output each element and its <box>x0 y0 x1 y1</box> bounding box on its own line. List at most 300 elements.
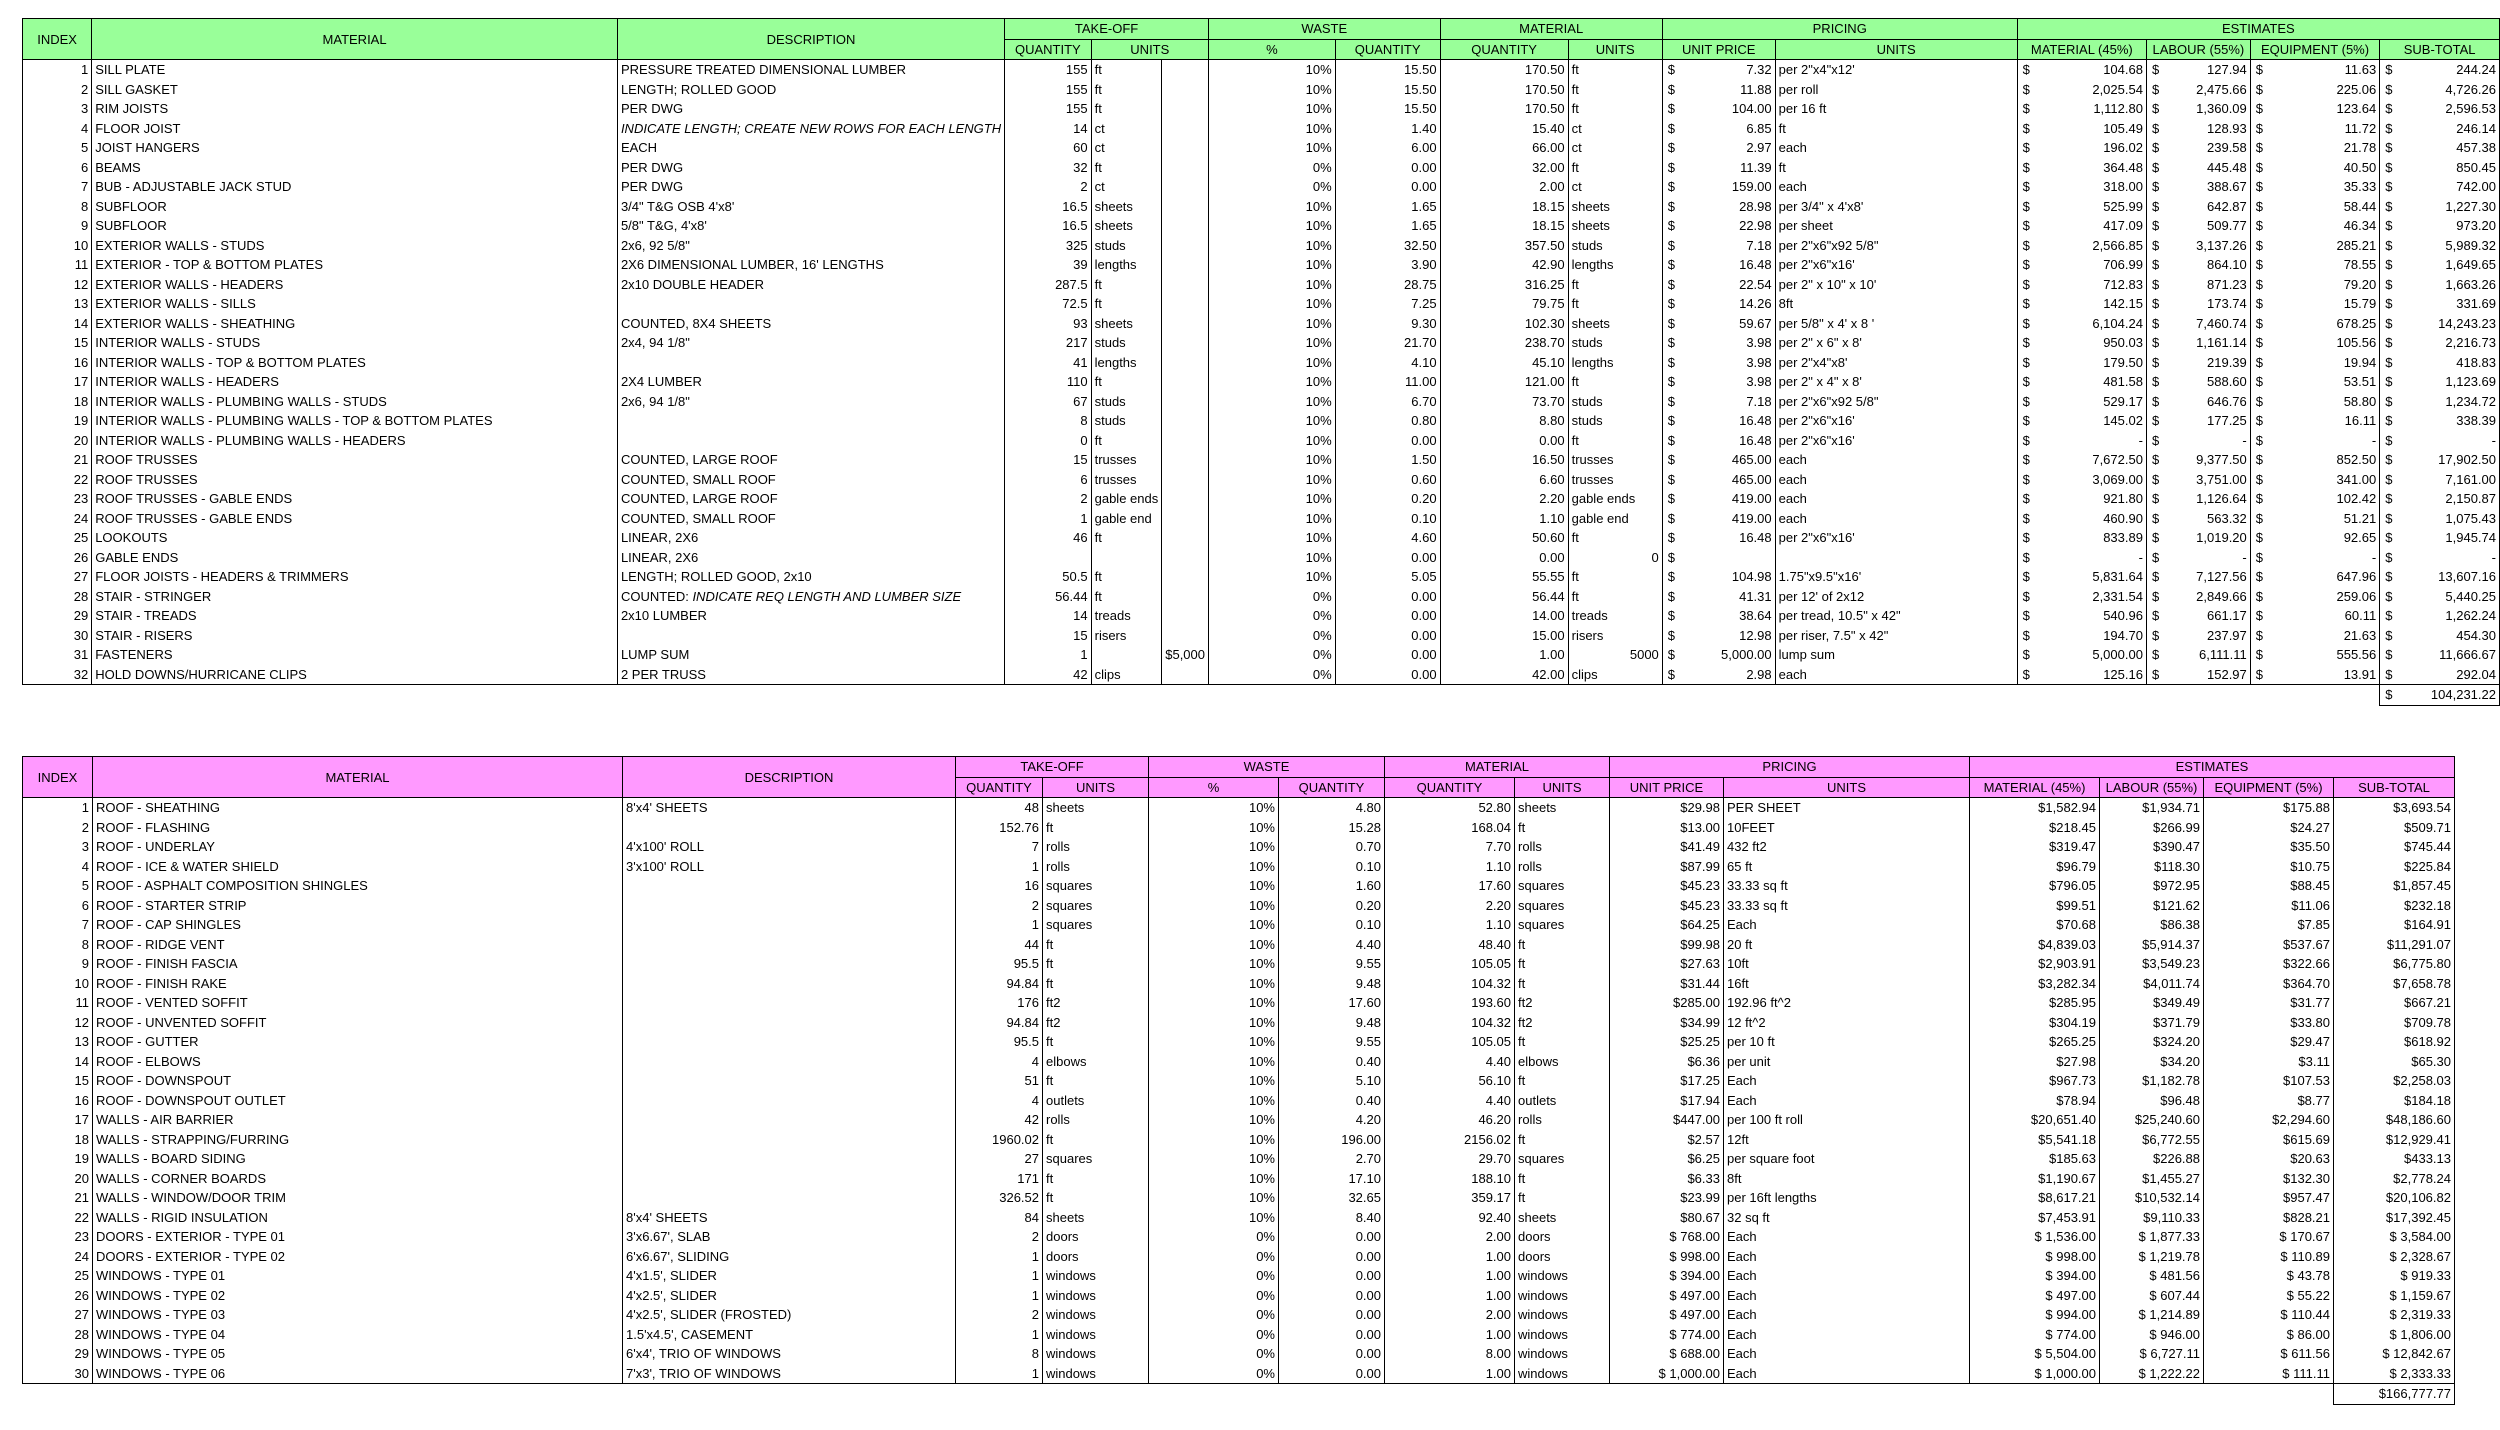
header-estimates: ESTIMATES <box>2017 19 2499 40</box>
cell-labour-55: $86.38 <box>2100 915 2204 935</box>
cell-waste-percent: 10% <box>1149 857 1279 877</box>
cell-material-45: $ 105.49 <box>2017 119 2146 139</box>
cell-equipment-5: $11.06 <box>2204 896 2334 916</box>
cell-material-quantity: 1.00 <box>1440 645 1568 665</box>
cell-labour-55: $25,240.60 <box>2100 1110 2204 1130</box>
cell-index: 22 <box>23 1208 93 1228</box>
cell-pricing-units: Each <box>1724 1364 1970 1384</box>
cell-labour-55: $390.47 <box>2100 837 2204 857</box>
cell-pricing-units: each <box>1775 489 2017 509</box>
cell-index: 5 <box>23 138 92 158</box>
table-row <box>23 1266 2455 1286</box>
cell-description: 4'x2.5', SLIDER <box>623 1286 956 1306</box>
cell-equipment-5: $ 13.91 <box>2250 665 2379 685</box>
cell-units: sheets <box>1043 1208 1149 1228</box>
cell-pricing-units: Each <box>1724 1286 1970 1306</box>
cell-material-units: risers <box>1568 626 1662 646</box>
cell-labour-55: $1,455.27 <box>2100 1169 2204 1189</box>
cell-material-quantity: 1.00 <box>1385 1364 1515 1384</box>
table-row <box>23 1110 2455 1130</box>
cell-equipment-5: $ 259.06 <box>2250 587 2379 607</box>
cell-material-quantity: 316.25 <box>1440 275 1568 295</box>
cell-pricing-units: Each <box>1724 915 1970 935</box>
cell-pricing-units: per 100 ft roll <box>1724 1110 1970 1130</box>
cell-quantity: 46 <box>1005 528 1092 548</box>
cell-material: WINDOWS - TYPE 03 <box>93 1305 623 1325</box>
cell-equipment-5: $ 58.80 <box>2250 392 2379 412</box>
cell-labour-55: $9,110.33 <box>2100 1208 2204 1228</box>
cell-equipment-5: $24.27 <box>2204 818 2334 838</box>
cell-index: 19 <box>23 1149 93 1169</box>
cell-units: gable end <box>1091 509 1162 529</box>
cell-waste-quantity: 0.10 <box>1279 857 1385 877</box>
cell-pricing-units: 8ft <box>1775 294 2017 314</box>
cell-units: risers <box>1091 626 1162 646</box>
cell-description <box>617 411 1004 431</box>
cell-description: 3'x6.67', SLAB <box>623 1227 956 1247</box>
cell-pricing-units: 33.33 sq ft <box>1724 896 1970 916</box>
cell-quantity: 41 <box>1005 353 1092 373</box>
cell-units <box>1091 645 1162 665</box>
cell-labour-55: $ 2,849.66 <box>2146 587 2250 607</box>
cell-equipment-5: $ 611.56 <box>2204 1344 2334 1364</box>
cell-labour-55: $ 219.39 <box>2146 353 2250 373</box>
cell-waste-quantity: 0.80 <box>1335 411 1440 431</box>
cell-units: doors <box>1043 1227 1149 1247</box>
cell-units: windows <box>1043 1286 1149 1306</box>
cell-material: ROOF - ELBOWS <box>93 1052 623 1072</box>
cell-waste-quantity: 32.65 <box>1279 1188 1385 1208</box>
cell-unit-price: $6.25 <box>1610 1149 1724 1169</box>
cell-lump <box>1162 353 1209 373</box>
cell-units: rolls <box>1043 857 1149 877</box>
cell-waste-percent: 10% <box>1209 138 1336 158</box>
cell-unit-price: $ <box>1662 548 1775 568</box>
subheader-units: UNITS <box>1043 777 1149 798</box>
cell-units: trusses <box>1091 450 1162 470</box>
cell-index: 1 <box>23 60 92 80</box>
cell-material-units: gable ends <box>1568 489 1662 509</box>
table-row <box>23 837 2455 857</box>
cell-material-units: outlets <box>1515 1091 1610 1111</box>
cell-waste-quantity: 0.00 <box>1335 548 1440 568</box>
cell-labour-55: $ 2,475.66 <box>2146 80 2250 100</box>
cell-material-quantity: 104.32 <box>1385 1013 1515 1033</box>
cell-description: 2 PER TRUSS <box>617 665 1004 685</box>
cell-description: 4'x100' ROLL <box>623 837 956 857</box>
cell-material-units: clips <box>1568 665 1662 685</box>
cell-quantity: 1960.02 <box>956 1130 1043 1150</box>
cell-waste-percent: 0% <box>1149 1286 1279 1306</box>
cell-waste-quantity: 4.10 <box>1335 353 1440 373</box>
cell-subtotal: $ 418.83 <box>2380 353 2500 373</box>
cell-unit-price: $ 11.88 <box>1662 80 1775 100</box>
cell-index: 3 <box>23 837 93 857</box>
cell-material-quantity: 56.44 <box>1440 587 1568 607</box>
cell-waste-quantity: 4.20 <box>1279 1110 1385 1130</box>
cell-description: 2x4, 94 1/8" <box>617 333 1004 353</box>
cell-quantity: 48 <box>956 798 1043 818</box>
cell-index: 30 <box>23 626 92 646</box>
cell-labour-55: $ 3,751.00 <box>2146 470 2250 490</box>
cell-waste-quantity: 0.60 <box>1335 470 1440 490</box>
cell-waste-percent: 10% <box>1149 837 1279 857</box>
cell-labour-55: $ 1,360.09 <box>2146 99 2250 119</box>
cell-units: ft <box>1091 158 1162 178</box>
cell-pricing-units: 12 ft^2 <box>1724 1013 1970 1033</box>
table-row <box>23 392 2500 412</box>
cell-equipment-5: $ 111.11 <box>2204 1364 2334 1384</box>
cell-unit-price: $ 465.00 <box>1662 470 1775 490</box>
cell-description: 8'x4' SHEETS <box>623 1208 956 1228</box>
cell-waste-percent: 0% <box>1149 1325 1279 1345</box>
cell-equipment-5: $ 110.89 <box>2204 1247 2334 1267</box>
cell-material-45: $1,582.94 <box>1970 798 2100 818</box>
cell-unit-price: $2.57 <box>1610 1130 1724 1150</box>
cell-waste-quantity: 0.00 <box>1335 158 1440 178</box>
cell-units: ft <box>1091 60 1162 80</box>
cell-waste-percent: 0% <box>1209 626 1336 646</box>
cell-equipment-5: $ 60.11 <box>2250 606 2379 626</box>
cell-waste-percent: 0% <box>1149 1305 1279 1325</box>
cell-material-45: $ 6,104.24 <box>2017 314 2146 334</box>
cell-description: COUNTED, LARGE ROOF <box>617 450 1004 470</box>
cell-units: doors <box>1043 1247 1149 1267</box>
cell-index: 13 <box>23 1032 93 1052</box>
cell-quantity: 1 <box>1005 645 1092 665</box>
cell-waste-percent: 10% <box>1149 1110 1279 1130</box>
cell-units: windows <box>1043 1266 1149 1286</box>
cell-lump <box>1162 411 1209 431</box>
cell-pricing-units: per 2" x 10" x 10' <box>1775 275 2017 295</box>
cell-index: 16 <box>23 1091 93 1111</box>
cell-description: 3'x100' ROLL <box>623 857 956 877</box>
cell-description: 7'x3', TRIO OF WINDOWS <box>623 1364 956 1384</box>
cell-material-45: $185.63 <box>1970 1149 2100 1169</box>
cell-pricing-units: each <box>1775 138 2017 158</box>
table-row <box>23 99 2500 119</box>
table-row <box>23 645 2500 665</box>
cell-lump <box>1162 60 1209 80</box>
header-material-group: MATERIAL <box>1385 757 1610 778</box>
cell-material-quantity: 121.00 <box>1440 372 1568 392</box>
cell-waste-percent: 0% <box>1149 1266 1279 1286</box>
cell-index: 4 <box>23 857 93 877</box>
cell-material: INTERIOR WALLS - PLUMBING WALLS - STUDS <box>92 392 618 412</box>
cell-subtotal: $ 919.33 <box>2334 1266 2455 1286</box>
cell-unit-price: $17.94 <box>1610 1091 1724 1111</box>
cell-waste-quantity: 4.80 <box>1279 798 1385 818</box>
cell-subtotal: $709.78 <box>2334 1013 2455 1033</box>
cell-material-45: $ 481.58 <box>2017 372 2146 392</box>
cell-unit-price: $45.23 <box>1610 896 1724 916</box>
cell-index: 28 <box>23 1325 93 1345</box>
cell-waste-quantity: 9.48 <box>1279 974 1385 994</box>
cell-material: ROOF - RIDGE VENT <box>93 935 623 955</box>
cell-labour-55: $ 1,877.33 <box>2100 1227 2204 1247</box>
cell-material-quantity: 8.00 <box>1385 1344 1515 1364</box>
cell-material-45: $ 950.03 <box>2017 333 2146 353</box>
cell-description: PER DWG <box>617 158 1004 178</box>
cell-lump <box>1162 138 1209 158</box>
cell-labour-55: $4,011.74 <box>2100 974 2204 994</box>
cell-material-quantity: 170.50 <box>1440 80 1568 100</box>
cell-index: 29 <box>23 606 92 626</box>
cell-pricing-units: per 2"x6"x16' <box>1775 431 2017 451</box>
cell-subtotal: $ 2,216.73 <box>2380 333 2500 353</box>
cell-waste-percent: 10% <box>1149 974 1279 994</box>
cell-material-units: ft2 <box>1515 1013 1610 1033</box>
cell-waste-quantity: 15.50 <box>1335 99 1440 119</box>
cell-material-quantity: 66.00 <box>1440 138 1568 158</box>
header-waste: WASTE <box>1149 757 1385 778</box>
cell-pricing-units: Each <box>1724 1071 1970 1091</box>
cell-material: ROOF TRUSSES - GABLE ENDS <box>92 509 618 529</box>
cell-material-45: $78.94 <box>1970 1091 2100 1111</box>
cell-subtotal: $ 1,806.00 <box>2334 1325 2455 1345</box>
cell-lump <box>1162 177 1209 197</box>
cell-subtotal: $ 1,262.24 <box>2380 606 2500 626</box>
cell-unit-price: $ 104.98 <box>1662 567 1775 587</box>
cell-index: 21 <box>23 1188 93 1208</box>
cell-material: ROOF - DOWNSPOUT OUTLET <box>93 1091 623 1111</box>
cell-description <box>623 1188 956 1208</box>
cell-index: 11 <box>23 255 92 275</box>
cell-waste-percent: 10% <box>1149 798 1279 818</box>
cell-material-quantity: 16.50 <box>1440 450 1568 470</box>
cell-material: JOIST HANGERS <box>92 138 618 158</box>
cell-index: 18 <box>23 392 92 412</box>
table-row <box>23 80 2500 100</box>
cell-subtotal: $ 5,440.25 <box>2380 587 2500 607</box>
cell-waste-percent: 10% <box>1149 1149 1279 1169</box>
cell-material-45: $5,541.18 <box>1970 1130 2100 1150</box>
table-row <box>23 119 2500 139</box>
cell-equipment-5: $20.63 <box>2204 1149 2334 1169</box>
cell-subtotal: $6,775.80 <box>2334 954 2455 974</box>
cell-labour-55: $ 239.58 <box>2146 138 2250 158</box>
cell-description <box>623 1071 956 1091</box>
cell-subtotal: $17,392.45 <box>2334 1208 2455 1228</box>
cell-material-units: trusses <box>1568 470 1662 490</box>
subheader-percent: % <box>1149 777 1279 798</box>
cell-subtotal: $ - <box>2380 431 2500 451</box>
table-row <box>23 567 2500 587</box>
cell-waste-percent: 0% <box>1209 606 1336 626</box>
cell-material: WALLS - WINDOW/DOOR TRIM <box>93 1188 623 1208</box>
cell-index: 25 <box>23 528 92 548</box>
cell-description: COUNTED, SMALL ROOF <box>617 509 1004 529</box>
cell-units: windows <box>1043 1344 1149 1364</box>
cell-subtotal: $ 4,726.26 <box>2380 80 2500 100</box>
table-row <box>23 158 2500 178</box>
cell-description: 2x10 LUMBER <box>617 606 1004 626</box>
cell-subtotal: $ 2,333.33 <box>2334 1364 2455 1384</box>
cell-units: studs <box>1091 411 1162 431</box>
cell-waste-percent: 10% <box>1209 333 1336 353</box>
cell-material-quantity: 4.40 <box>1385 1091 1515 1111</box>
cell-units: trusses <box>1091 470 1162 490</box>
cell-material-45: $ 5,831.64 <box>2017 567 2146 587</box>
cell-material-45: $ - <box>2017 431 2146 451</box>
cell-units: windows <box>1043 1325 1149 1345</box>
cell-subtotal: $ 12,842.67 <box>2334 1344 2455 1364</box>
table-row <box>23 216 2500 236</box>
cell-material: BUB - ADJUSTABLE JACK STUD <box>92 177 618 197</box>
cell-equipment-5: $ 35.33 <box>2250 177 2379 197</box>
cell-description: LENGTH; ROLLED GOOD, 2x10 <box>617 567 1004 587</box>
cell-material-45: $ 1,000.00 <box>1970 1364 2100 1384</box>
cell-material-quantity: 18.15 <box>1440 216 1568 236</box>
cell-waste-percent: 10% <box>1209 431 1336 451</box>
cell-quantity: 6 <box>1005 470 1092 490</box>
cell-waste-percent: 10% <box>1149 1052 1279 1072</box>
cell-material-units: studs <box>1568 333 1662 353</box>
cell-lump <box>1162 528 1209 548</box>
cell-material-quantity: 15.00 <box>1440 626 1568 646</box>
cell-material-45: $ 460.90 <box>2017 509 2146 529</box>
cell-subtotal: $ 454.30 <box>2380 626 2500 646</box>
cell-material-quantity: 2.20 <box>1385 896 1515 916</box>
table-row <box>23 954 2455 974</box>
cell-description: COUNTED: INDICATE REQ LENGTH AND LUMBER SIZE <box>617 587 1004 607</box>
cell-material-45: $796.05 <box>1970 876 2100 896</box>
cell-waste-quantity: 4.60 <box>1335 528 1440 548</box>
table-row <box>23 236 2500 256</box>
cell-subtotal: $ 742.00 <box>2380 177 2500 197</box>
cell-lump <box>1162 548 1209 568</box>
cell-units: ft <box>1043 818 1149 838</box>
cell-waste-quantity: 8.40 <box>1279 1208 1385 1228</box>
cell-labour-55: $ 127.94 <box>2146 60 2250 80</box>
cell-waste-quantity: 17.10 <box>1279 1169 1385 1189</box>
cell-pricing-units: 33.33 sq ft <box>1724 876 1970 896</box>
cell-index: 23 <box>23 1227 93 1247</box>
cell-waste-percent: 10% <box>1209 236 1336 256</box>
cell-description: 2X4 LUMBER <box>617 372 1004 392</box>
cell-subtotal: $1,857.45 <box>2334 876 2455 896</box>
cell-material-quantity: 105.05 <box>1385 954 1515 974</box>
cell-subtotal: $ 331.69 <box>2380 294 2500 314</box>
header-index: INDEX <box>23 19 92 60</box>
cell-unit-price: $ 11.39 <box>1662 158 1775 178</box>
cell-equipment-5: $ 102.42 <box>2250 489 2379 509</box>
cell-index: 6 <box>23 158 92 178</box>
cell-pricing-units: per 2"x6"x92 5/8" <box>1775 236 2017 256</box>
table-row <box>23 138 2500 158</box>
cell-quantity: 326.52 <box>956 1188 1043 1208</box>
cell-units: ft <box>1091 80 1162 100</box>
cell-subtotal: $48,186.60 <box>2334 1110 2455 1130</box>
cell-subtotal: $ 14,243.23 <box>2380 314 2500 334</box>
header-index: INDEX <box>23 757 93 798</box>
cell-waste-percent: 10% <box>1149 1071 1279 1091</box>
subheader-quantity: QUANTITY <box>956 777 1043 798</box>
cell-waste-percent: 10% <box>1149 1130 1279 1150</box>
cell-material-units: sheets <box>1568 216 1662 236</box>
cell-subtotal: $ 246.14 <box>2380 119 2500 139</box>
cell-subtotal: $ 2,319.33 <box>2334 1305 2455 1325</box>
cell-waste-percent: 10% <box>1209 548 1336 568</box>
cell-lump <box>1162 587 1209 607</box>
table-row <box>23 665 2500 685</box>
cell-equipment-5: $ 555.56 <box>2250 645 2379 665</box>
cell-index: 4 <box>23 119 92 139</box>
cell-lump <box>1162 450 1209 470</box>
cell-pricing-units: per roll <box>1775 80 2017 100</box>
table-row <box>23 993 2455 1013</box>
cell-labour-55: $ - <box>2146 431 2250 451</box>
cell-material: ROOF - ICE & WATER SHIELD <box>93 857 623 877</box>
header-estimates: ESTIMATES <box>1970 757 2455 778</box>
cell-material: ROOF - DOWNSPOUT <box>93 1071 623 1091</box>
cell-subtotal: $65.30 <box>2334 1052 2455 1072</box>
cell-material-45: $ 145.02 <box>2017 411 2146 431</box>
cell-pricing-units: per 2"x4"x12' <box>1775 60 2017 80</box>
cell-material-quantity: 359.17 <box>1385 1188 1515 1208</box>
cell-material-units: ct <box>1568 138 1662 158</box>
cell-material-units: ft <box>1515 1169 1610 1189</box>
cell-waste-percent: 10% <box>1149 935 1279 955</box>
cell-equipment-5: $132.30 <box>2204 1169 2334 1189</box>
cell-quantity: 8 <box>956 1344 1043 1364</box>
cell-quantity: 176 <box>956 993 1043 1013</box>
cell-subtotal: $433.13 <box>2334 1149 2455 1169</box>
cell-labour-55: $34.20 <box>2100 1052 2204 1072</box>
table-row <box>23 974 2455 994</box>
header-material: MATERIAL <box>92 19 618 60</box>
cell-unit-price: $ 2.97 <box>1662 138 1775 158</box>
cell-material: WINDOWS - TYPE 04 <box>93 1325 623 1345</box>
cell-material-quantity: 50.60 <box>1440 528 1568 548</box>
cell-equipment-5: $ 852.50 <box>2250 450 2379 470</box>
cell-index: 20 <box>23 1169 93 1189</box>
cell-unit-price: $447.00 <box>1610 1110 1724 1130</box>
subheader-material-quantity: QUANTITY <box>1440 39 1568 60</box>
cell-subtotal: $ 3,584.00 <box>2334 1227 2455 1247</box>
cell-material: WALLS - BOARD SIDING <box>93 1149 623 1169</box>
cell-description: 5/8" T&G, 4'x8' <box>617 216 1004 236</box>
cell-material-45: $304.19 <box>1970 1013 2100 1033</box>
cell-material-quantity: 0.00 <box>1440 548 1568 568</box>
cell-unit-price: $ 59.67 <box>1662 314 1775 334</box>
cell-unit-price: $17.25 <box>1610 1071 1724 1091</box>
cell-quantity: 72.5 <box>1005 294 1092 314</box>
table-row <box>23 857 2455 877</box>
cell-equipment-5: $ 341.00 <box>2250 470 2379 490</box>
cell-index: 10 <box>23 236 92 256</box>
table-row <box>23 60 2500 80</box>
cell-description <box>623 1149 956 1169</box>
cell-material-units: gable end <box>1568 509 1662 529</box>
cell-waste-percent: 0% <box>1209 158 1336 178</box>
cell-equipment-5: $ 55.22 <box>2204 1286 2334 1306</box>
cell-material-units: lengths <box>1568 353 1662 373</box>
cell-description: COUNTED, SMALL ROOF <box>617 470 1004 490</box>
cell-subtotal: $11,291.07 <box>2334 935 2455 955</box>
cell-material-quantity: 52.80 <box>1385 798 1515 818</box>
table-row <box>23 1091 2455 1111</box>
cell-waste-quantity: 1.50 <box>1335 450 1440 470</box>
cell-material: EXTERIOR WALLS - SHEATHING <box>92 314 618 334</box>
cell-material-units: sheets <box>1515 798 1610 818</box>
cell-material-quantity: 42.90 <box>1440 255 1568 275</box>
cell-description: 3/4" T&G OSB 4'x8' <box>617 197 1004 217</box>
cell-equipment-5: $ 58.44 <box>2250 197 2379 217</box>
cell-labour-55: $ 871.23 <box>2146 275 2250 295</box>
cell-waste-percent: 10% <box>1209 275 1336 295</box>
subheader-material-quantity: QUANTITY <box>1385 777 1515 798</box>
